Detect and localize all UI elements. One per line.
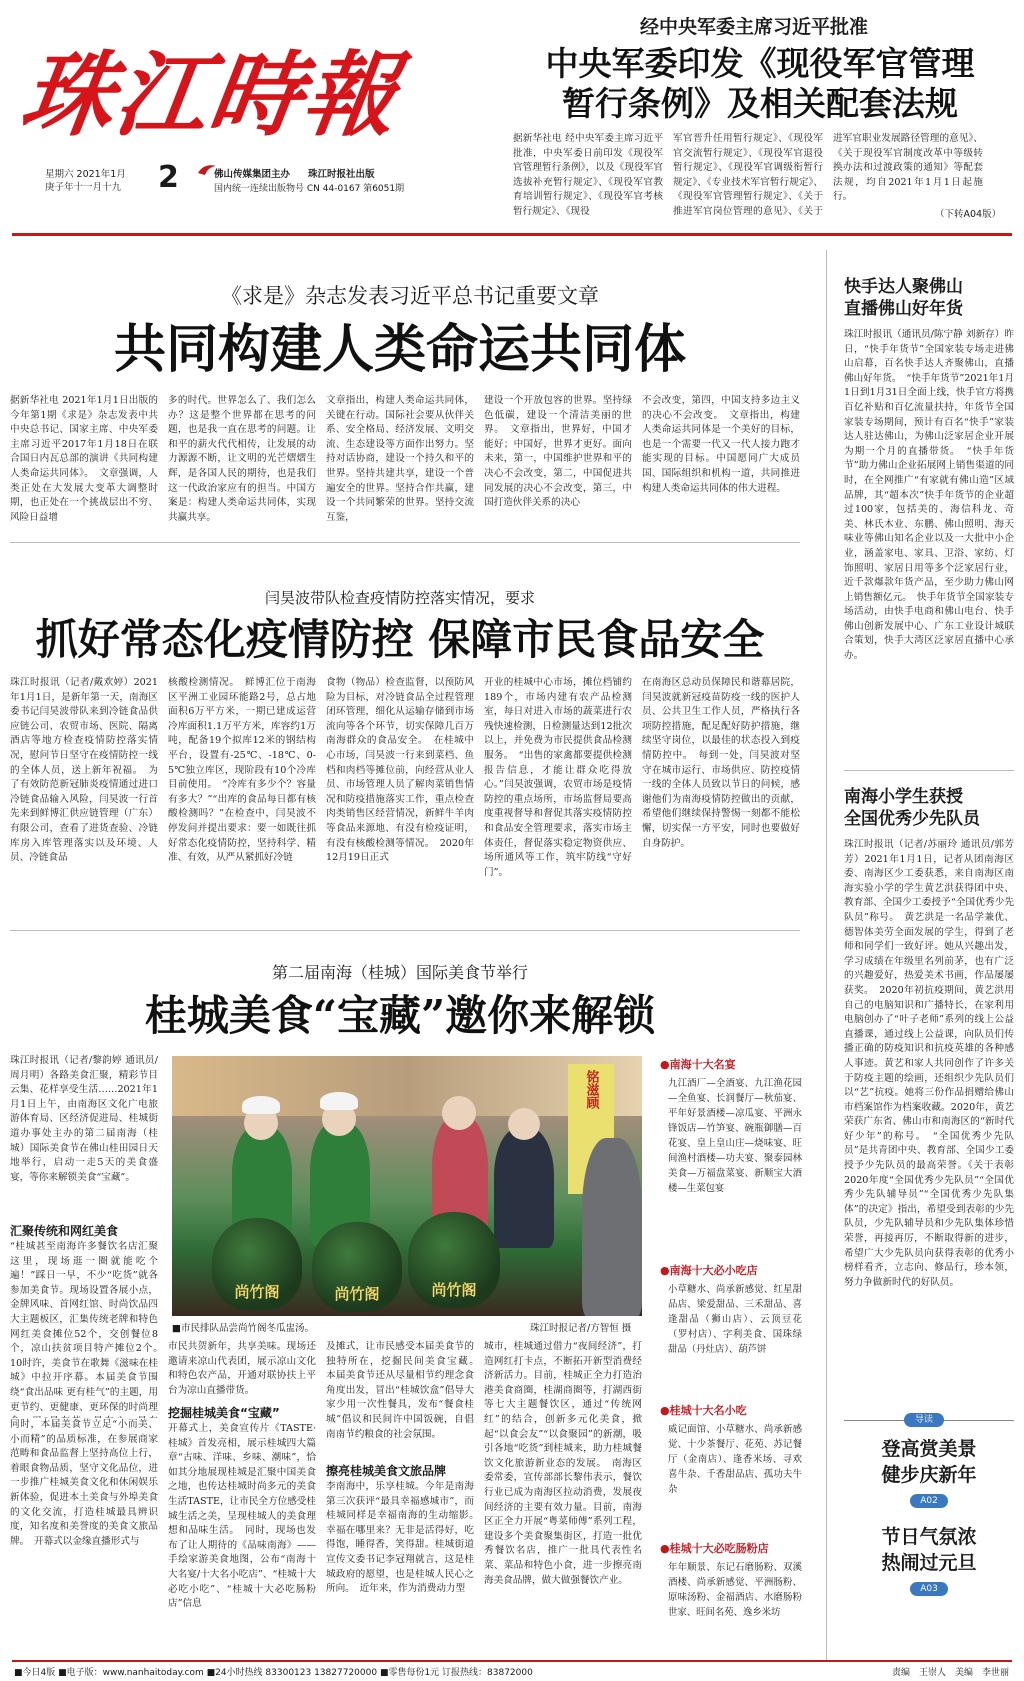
story3-subhead1: 汇聚传统和网红美食 xyxy=(10,1224,119,1238)
story1-col2: 多的时代。世界怎么了、我们怎么办？这是整个世界都在思考的问题，也是我一直在思考的问题。让和平的薪火代代相传，让发展的动力源源不断，让文明的光芒熠熠生辉，是各国人民的期待，也是我们这一代政治家应有的担当。中国方案是：构建人类命运共同体，实现共赢共享。 xyxy=(168,395,316,523)
date-block: 星期六 2021年1月 庚子年十一月十九 xyxy=(45,169,126,193)
photo-credit: 珠江时报记者/方智恒 摄 xyxy=(530,1323,632,1334)
publisher-host: 佛山传媒集团主办 xyxy=(214,169,291,180)
story2-kicker: 闫昊波带队检查疫情防控落实情况，要求 xyxy=(264,589,535,607)
story2-col5: 在南海区总动员保障民和谐幕居院，闫昊波就新冠疫苗防疫一线的医护人员、公共卫生工作人员，严格执行各项防控措施，配足配好防护措施，继续坚守岗位，以最佳的状态投入到疫情防控中。 每到一处，闫昊波对坚守在城市运行、市场供应、防控疫情一线的全体人员致以节日的问候，感谢他们为南海疫情防控做出的贡献，希望他们继续保持警惕一刻都不能松懈，切实保一方平安，同时也要做好自身防护。 xyxy=(642,677,800,849)
story1-col4: 建设一个开放包容的世界。坚持绿色低碳，建设一个清洁美丽的世界。 文章指出，世界好，中国才能好；中国好，世界才更好。面向未来，第一，中国维护世界和平的决心不会改变，第二，中国促进共同发展的决心不会改变，第三，中国打造伙伴关系的决心 xyxy=(484,395,632,509)
story2-col2: 核酸检测情况。 鲜博汇位于南海区平洲工业园环能路2号，总占地面积6万平方米，一期已建成运营冷库面积1.1万平方米，库容约1万吨，配备19个拟库12米的钢结构平台，设置有-25℃、-18℃、0-5℃独立库区，现阶段有10个冷库目前使用。 “冷库有多少个？容量有多大？”“出库的食品每日都有核酸检测吗？”在检查中，闫昊波不停发问并提出要求：要一如既往抓好常态化疫情防控，坚持科学、精准、有效，从严从紧抓好冷链 xyxy=(168,677,316,864)
story1-title: 共同构建人类命运共同体 xyxy=(113,319,686,380)
footer-info: ■今日4版 ■电子版：www.nanhaitoday.com ■24小时热线 83300123 13827720000 ■零售每份1元 订报热线：83872000 xyxy=(14,1668,533,1678)
story2-title: 抓好常态化疫情防控 保障市民食品安全 xyxy=(35,615,765,664)
top-story-col3: 进军官职业发展路径管理的意见》、《关于现役军官制度改革中等级转换办法和过渡政策的通知》等配套法规，均自2021年1月1日起施行。 xyxy=(833,133,983,203)
top-story-col2: 军官晋升任用暂行规定》、《现役军官交流暂行规定》、《现役军官退役暂行规定》、《现役军官调级衔暂行规定》、《专业技术军官暂行规定》、《现役军官管理暂行规定》、《关于推进军官岗位管理的意见》、《关于 xyxy=(673,133,823,217)
story3-kicker: 第二届南海（桂城）国际美食节举行 xyxy=(271,963,528,982)
top-story-continued: （下转A04版） xyxy=(935,209,1002,220)
story3-lead: 珠江时报讯（记者/黎韵婷 通讯员/周月明）各路美食汇聚，精彩节目云集、花样享受生活……2021年1月1日上午，由南海区文化广电旅游体育局、区经济促进局、桂城街道办事处主办的第二届南海（桂城）国际美食节在佛山桂田园日天地举行，启动一走5天的美食盛宴，等你来解锁美食“宝藏”。 xyxy=(10,1055,158,1183)
guide-item-1[interactable]: 登高赏美景 健步庆新年 xyxy=(881,1438,977,1486)
divider xyxy=(844,770,1014,771)
story3-b1: 市民共贺新年，共享美味。现场还邀请来凉山代表团，展示凉山文化和特色农产品，开通对联协扶上平台为凉山直播带货。 xyxy=(168,1341,316,1396)
winter-melon-soup: 尚竹阁 xyxy=(212,1218,302,1310)
story3-subhead3: 擦亮桂城美食文旅品牌 xyxy=(326,1464,447,1478)
masthead-rule xyxy=(12,233,1012,236)
top-story-title: 中央军委印发《现役军官管理 暂行条例》及相关配套法规 xyxy=(545,44,975,123)
food-festival-photo xyxy=(172,1056,642,1316)
footer-editors: 责编 王崇人 美编 李世丽 xyxy=(892,1668,1010,1678)
page-ref-a02[interactable]: A02 xyxy=(910,1494,948,1508)
story3-sub2-text: 开幕式上，美食宣传片《TASTE·桂城》首发亮相，展示桂城四大篇章“古味、洋味、乡味、潮味”，恰如其分地展现桂城是汇聚中国美食之地，也传达桂城时尚多元的美食生活TASTE，让市民全方位感受桂城生活之美，呈现桂城人的美食理想和品味生活。 同时，现场也发布了让人期待的《品味南海》——手绘家游美食地图，公布“南海十大名宴/十大名小吃店”、“桂城十大必吃小吃”、“桂城十大必吃肠粉店”信息 xyxy=(168,1423,316,1610)
top-story-kicker: 经中央军委主席习近平批准 xyxy=(640,16,869,38)
newspaper-logo: 珠江時報 xyxy=(14,41,406,149)
photo-chef-hat xyxy=(320,1092,358,1110)
sidebar-story2: 南海小学生获授 全国优秀少先队员 珠江时报讯（记者/苏丽玲 通讯员/郭芳芳）2021年1月1日，记者从团南海区委、南海区少工委获悉，来自南海区南海实验小学的学生黄艺洪获得团中央、教育部、全国少工委授予“全国优秀少先队员”称号。 黄艺洪是一名品学兼优、德智体美劳全面发展的学生，得到了老师和同学们一致好评。她从兴趣出发，学习成绩在年级里名列前茅，也有广泛的兴趣爱好，热爱美术书画，作品屡屡获奖。 2020年初抗疫期间，黄艺洪用自己的电脑知识和广播特长，在家利用电脑创办了“叶子老师”系列的线上公益直播课，通过线上公益课，向队员们传播正确的防疫知识和抗疫英雄的各种感人事迹。黄艺和家人共同创作了许多关于防疫主题的绘画，还组织少先队员们以“艺”抗疫。她将三份作品捐赠给佛山市档案馆作为档案收藏。2020年，黄艺荣获广东省、佛山市和南海区的“新时代好少年”的称号。 “全国优秀少先队员”是共青团中央、教育部、全国少工委授予少先队员的最高荣誉。《关于表彰2020年度“全国优秀少先队员”“全国优秀少先队辅导员”“全国优秀少先队集体”的决定》指出，希望受到表彰的少先队员，少先队辅导员和少先队集体珍惜荣誉，再接再厉，不断取得新的进步，希望广大少先队员向获得表彰的优秀小榜样看齐，立志向、修品行，珍本领，努力争做新时代的好队员。 xyxy=(844,787,1014,1288)
photo-customer-head xyxy=(508,1108,540,1140)
story3-sub1-text2: 同时，本届美食节立足“小而美、小而精”的品质标准，在参展商家范畴和食品监督上坚持高位上行，着眼食物品质，坚守文化品位，进一步推广桂城美食文化和休闲娱乐新体验，促进本土美食与外埠美食的文化交流，打造桂城最具辨识度，知名度和美誉度的美食文旅品牌。 开幕式以金缘直播形式与 xyxy=(10,1419,158,1547)
sidebar-story1: 快手达人聚佛山 直播佛山好年货 珠江时报讯（通讯员/陈宁静 刘新存）昨日，“快手年货节”全国家装专场走进佛山启幕，百名快手达人齐聚佛山，直播佛山好年货。 “快手年货节”2021年1月1日到1月31日全面上线，快手官方将携百亿补贴和百亿流量扶持，年货节全国家装专场期间，预计有百名“快手”家装达人驻达佛山，为佛山泛家居企业开展为期一个月的直播带货。 “快手年货节”助力佛山企业拓展网上销售渠道的同时，在全网推广“有家就有佛山造”区域品牌，其“超本次”快手年货节的企业超过100家，包括美的、海信科龙、奇美、林氏木业、东鹏、佛山照明、海天味业等佛山知名企业以及一大批中小企业，涵盖家电、家具、卫浴、家纺、灯饰照明、家居日用等多个泛家居行业，近千款爆款年货产品，至少助力佛山网上销售额亿元。 快手年货节全国家装专场活动，由快手电商和佛山电台、快手佛山创新发展中心、广东工业设计城联合策划，快手大湾区泛家居直播中心承办。 xyxy=(844,277,1014,662)
photo-customer xyxy=(582,1138,642,1316)
photo-customer xyxy=(494,1128,554,1248)
day-number: 2 xyxy=(158,160,179,195)
divider xyxy=(10,542,800,543)
story3-subhead2: 挖掘桂城美食“宝藏” xyxy=(168,1406,280,1420)
story2-col3: 食物（物品）检查监督，以预防风险为目标，对冷链食品全过程管理闭环管理，细化从运输存储到市场流向等各个环节，切实保障几百万南海群众的食品安全。 在桂城中心市场，闫昊波一行来到菜档、鱼档和肉档等摊位前，向经营从业人员、市场管理人员了解肉菜销售情况和防疫措施落实工作，重点检查肉类销售区经营情况，新鲜牛羊肉等食品来源地、有没有检疫证明，有没有核酸检测等情况。 2020年12月19日正式 xyxy=(326,677,474,864)
winter-melon-soup: 尚竹阁 xyxy=(312,1222,402,1312)
photo-sign: 铭滋顾 xyxy=(568,1064,614,1194)
story2-col4: 开业的桂城中心市场，摊位档铺约189个，市场内建有农产品检测室，每日对进入市场的蔬菜进行农残快速检测，日检测量达到12批次以上，并免费为市民提供食品检测服务。 “出售的家禽都要提供检测报告信息，才能让群众吃得放心。”闫昊波强调，农贸市场是疫情防控的重点场所，市场监督局要高度重视督导和督促其落实疫情防控和食品安全管理要求，落实市场主体责任，督促落实稳定物资供应、场所通风等工作，筑牢防线“守好门”。 xyxy=(484,677,632,878)
issn-line: 国内统一连续出版物号 CN 44-0167 第6051期 xyxy=(214,184,405,194)
footer-rule xyxy=(12,1660,1012,1662)
story1-col5: 不会改变，第四，中国支持多边主义的决心不会改变。 文章指出，构建人类命运共同体是一个美好的目标，也是一个需要一代又一代人接力跑才能实现的目标。中国愿同广大成员国、国际组织和机构一道，共同推进构建人类命运共同体的伟大进程。 xyxy=(642,395,800,494)
photo-caption: ■市民排队品尝尚竹阁冬瓜盅汤。 xyxy=(172,1323,314,1334)
story3-c1: 及摊式，让市民感受本届美食节的独特所在，挖掘民间美食宝藏。 本届美食节还从尽量相节约理念食角度出发，冒出“桂城饮盒”倡导大家少用一次性餐具，发布“餐食桂城”倡议和民间许中国饭碗，自倡南南节约粮食的社会氛围。 xyxy=(326,1341,474,1440)
guide-tag: 导读 xyxy=(904,1413,944,1427)
story1-kicker: 《求是》杂志发表习近平总书记重要文章 xyxy=(221,284,599,308)
page-ref-a03[interactable]: A03 xyxy=(910,1582,948,1596)
photo-customer-head xyxy=(442,1096,476,1130)
story3-sub3-text: 李南海中，乐享桂城。今年是南海第三次获评“最具幸福感城市”，而桂城同样是幸福南海的生动缩影。 幸福在哪里来？无非是活得好，吃得饱，睡得香，笑得甜。桂城街道宣传文委书记李冠翔就言，这是桂城政府的愿望，也是桂城人民心之所向。 近年来，作为消费动力型 xyxy=(326,1481,474,1595)
publisher-press: 珠江时报社出版 xyxy=(308,169,375,180)
story1-col3: 文章指出，构建人类命运共同体，关键在行动。国际社会要从伙伴关系、安全格局、经济发展、文明交流、生态建设等方面作出努力。坚持对话协商，建设一个持久和平的世界。坚持共建共享，建设一个普遍安全的世界。坚持合作共赢，建设一个共同繁荣的世界。坚持交流互鉴， xyxy=(326,395,474,523)
winter-melon-soup: 尚竹阁 xyxy=(408,1212,500,1308)
story3-d1: 城市，桂城通过借力“夜间经济”，打造网红打卡点，不断拓开新型消费经济新活力。目前，桂城正全力打造治港美食商圈，桂湖商圈等，打湖西街等七大主题餐饮区，通过“传统网红”的结合，创新多元化美食，掀起“以食会友”“以食聚园”的新潮，吸引各地“吃货”到桂城来，助力桂城餐饮文化旅游新业态的发展。 南海区委常委，宣传部部长黎伟表示，餐饮行业已成为南海区拉动消费，发展夜间经济的主要有效力量。目前，南海区正全力开展“粤菜师傅”系列工程，建设多个美食聚集街区，打造一批优秀餐饮名店，推广一批具代表性名菜、菜品和特色小食，进一步擦亮南海美食品牌，做大做强餐饮产业。 xyxy=(484,1341,642,1586)
photo-chef-hat xyxy=(242,1096,280,1114)
column-rule xyxy=(826,250,827,1660)
story3-title: 桂城美食“宝藏”邀你来解锁 xyxy=(144,991,656,1040)
top-story-col1: 据新华社电 经中央军委主席习近平批准，中央军委日前印发《现役军官管理暂行条例》，以及《现役军官选拔补充暂行规定》、《现役军官教育培训暂行规定》、《现役军官考核暂行规定》、《现役 xyxy=(513,133,663,217)
divider xyxy=(10,930,800,931)
story1-col1: 据新华社电 2021年1月1日出版的今年第1期《求是》杂志发表中共中央总书记、国家主席、中央军委主席习近平2017年1月18日在联合国日内瓦总部的演讲《共同构建人类命运共同体》。 文章强调，人类正处在大发展大变革大调整时期，也正处在一个挑战层出不穷、风险日益增 xyxy=(10,395,158,523)
story3-sub1-text: “桂城甚至南海许多餐饮名店汇聚这里，现场逛一圈就能吃个遍！”踩日一早，不少“吃货”就各参加美食节。现场设置各展小点，金牌风味、首网红馆、时尚饮品四大主题板区，汇集传统老牌和特色网红美食摊位52个，交创餐位8个，凉山扶贫项目特产摊位2个。 10时许，美食节在歌舞《滋味在桂城》中拉开序幕。本届美食节围绕“食出品味 更有桂气”的主题，用更节约、更健康、更环保的时尚理 xyxy=(10,1241,158,1413)
food-list-box: ●南海十大名宴 九江酒厂—全酒宴、九江渔花园—全鱼宴、长润餐厅—秋茄宴、平年好景酒楼—凉瓜宴、平洲永锋饭店—竹笋宴、碗瓶御膳—百花宴、皇上皇山庄—烧味宴、旺间渔村酒楼—功夫宴、聚泰园林美食—万福盘菜宴、新顺宝大酒楼—生菜包宴 ●南海十大必小吃店 小草糖水、尚承新感觉、红星甜品店、梁爱甜品、三禾甜品、喜逢甜品（狮山店）、云顶豆花（罗村店）、字利美食、国珠绿甜品（丹灶店）、葫芦饼 ●桂城十大名小吃 威记面馆、小草糖水、尚承新感觉、十少茶餐厅、花苑、苏记餐厅（金南店）、逢香米场、寻欢喜牛杂、千香甜品店、孤功夫牛杂 ●桂城十大必吃肠粉店 年年顺景、东记石磨肠粉、双溪酒楼、尚承新感觉、平洲肠粉、原味汤粉、金福酒店、水磨肠粉世家、旺间名苑、逸乡米坊 xyxy=(660,1058,802,1618)
story2-col1: 珠江时报讯（记者/戴欢婷）2021年1月1日，是新年第一天，南海区委书记闫昊波带队来到冷链食品供应链公司、农贸市场、医院、隔离酒店等地方检查疫情防控落实情况，慰问节日坚守在疫情防控一线的全体人员，送上新年祝福。 为了有效防范新冠肺炎疫情通过进口冷链食品输入风险，闫昊波一行首先来到鲜博汇供应链管理（广东）有限公司，查看了进货查验、冷链库房入库管理落实以及环境、人员、冷链食品 xyxy=(10,677,158,864)
guide-item-2[interactable]: 节日气氛浓 热闹过元旦 xyxy=(881,1526,977,1574)
